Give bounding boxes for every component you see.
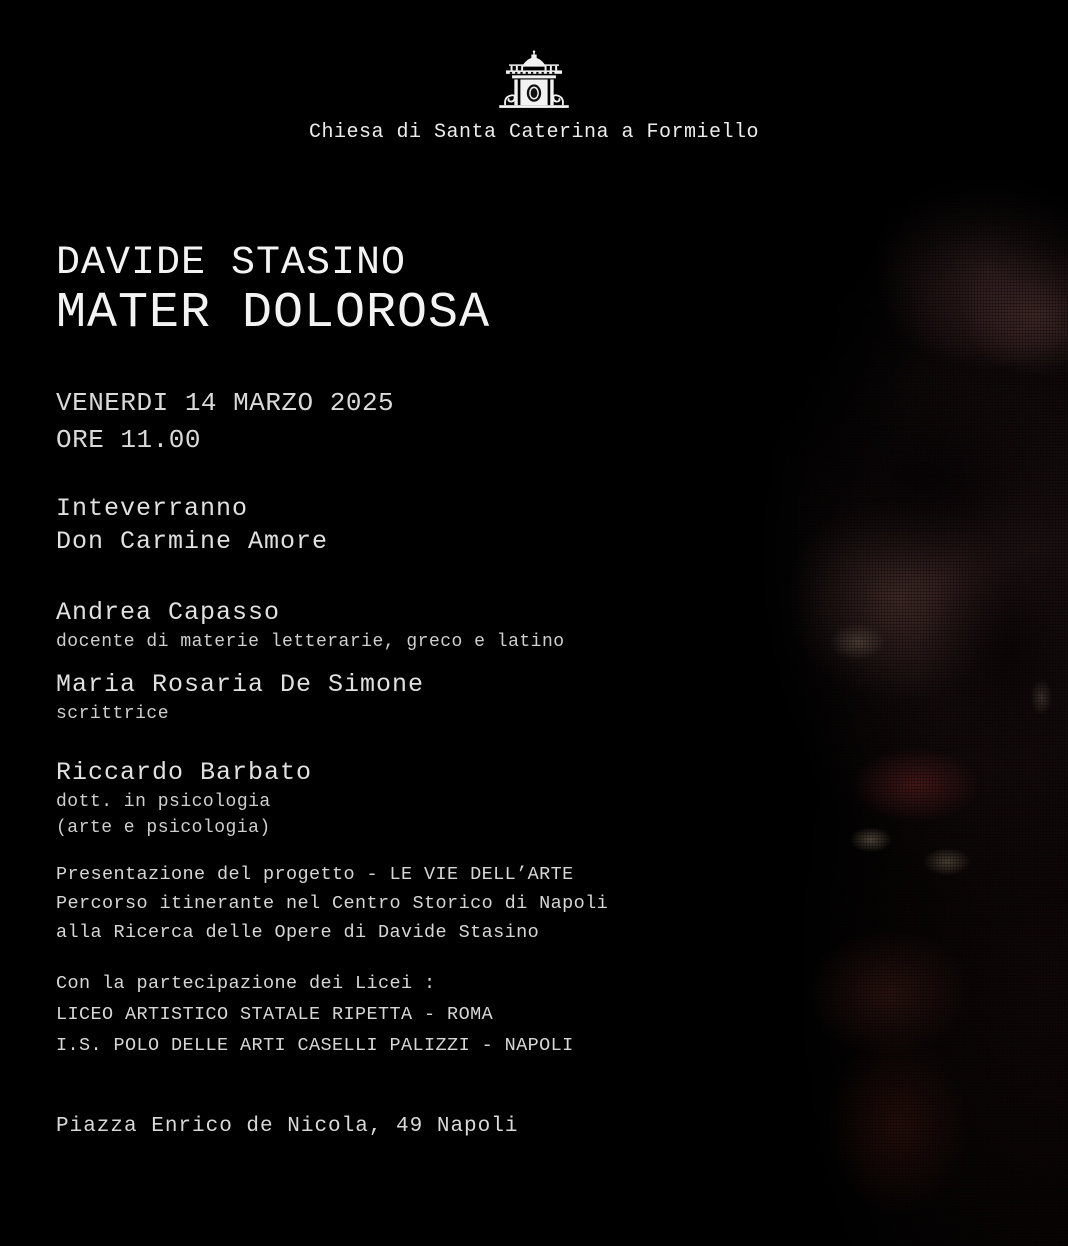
speakers-intro-block xyxy=(56,492,328,558)
project-line: Percorso itinerante nel Centro Storico di Napoli xyxy=(56,893,609,914)
datetime-block xyxy=(56,385,394,459)
speaker-name: Riccardo Barbato xyxy=(56,758,313,787)
mater-dolorosa-painting xyxy=(620,148,1068,1246)
venue-address: Piazza Enrico de Nicola, 49 Napoli xyxy=(56,1115,519,1138)
schools-intro: Con la partecipazione dei Licei : xyxy=(56,973,436,994)
schools-block xyxy=(56,968,574,1061)
speaker-block xyxy=(56,596,565,655)
artist-name: DAVIDE STASINO xyxy=(56,241,407,286)
speaker-block xyxy=(56,756,312,841)
school-item: I.S. POLO DELLE ARTI CASELLI PALIZZI - NAPOLI xyxy=(56,1035,574,1056)
project-line: alla Ricerca delle Opere di Davide Stasino xyxy=(56,922,540,943)
event-date: VENERDI 14 MARZO 2025 xyxy=(56,388,395,418)
speaker-name: Don Carmine Amore xyxy=(56,527,329,556)
speaker-role: scrittrice xyxy=(56,704,170,724)
venue-name: Chiesa di Santa Caterina a Formiello xyxy=(308,121,760,144)
project-block xyxy=(56,860,608,947)
speaker-role: docente di materie letterarie, greco e latino xyxy=(56,632,565,652)
church-facade-icon xyxy=(488,50,580,112)
artwork-title: MATER DOLOROSA xyxy=(56,285,491,342)
school-item: LICEO ARTISTICO STATALE RIPETTA - ROMA xyxy=(56,1004,494,1025)
speaker-role-note: (arte e psicologia) xyxy=(56,818,271,838)
speaker-role: dott. in psicologia xyxy=(56,792,271,812)
speaker-name: Maria Rosaria De Simone xyxy=(56,670,425,699)
project-line: Presentazione del progetto - LE VIE DELL’ARTE xyxy=(56,864,574,885)
title-block xyxy=(56,240,490,340)
speaker-block xyxy=(56,668,424,727)
speaker-name: Andrea Capasso xyxy=(56,598,281,627)
event-time: ORE 11.00 xyxy=(56,425,201,455)
poster-header xyxy=(0,50,1068,144)
speakers-intro: Inteverranno xyxy=(56,494,249,523)
